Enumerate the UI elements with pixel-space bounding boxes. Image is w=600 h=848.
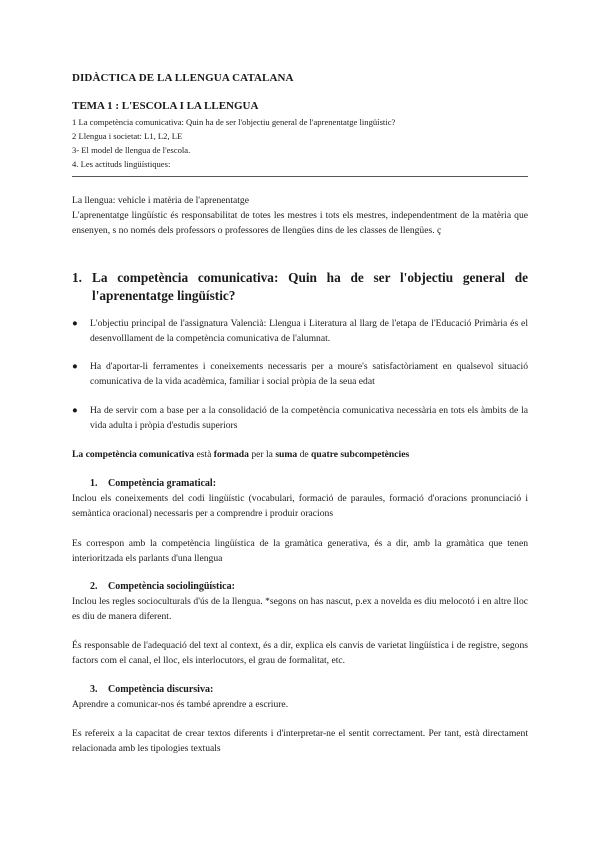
bullet-icon: ● <box>72 318 78 329</box>
term-four-subcompetences: quatre subcompetències <box>311 449 410 460</box>
tema-heading: TEMA 1 : L'ESCOLA I LA LLENGUA <box>72 100 259 112</box>
subsection-title: Competència sociolingüística: <box>108 581 235 592</box>
toc-item: 1 La competència comunicativa: Quin ha de ser l'objectiu general de l'aprenentatge lingüístic? <box>72 117 396 127</box>
text-fragment: de <box>297 449 312 460</box>
bullet-item <box>72 403 528 433</box>
text-fragment: està <box>194 449 214 460</box>
term-sum: suma <box>275 449 298 460</box>
subsection-heading-discursive <box>90 684 214 695</box>
subsection-heading-grammatical <box>90 478 217 489</box>
bullet-text: Ha d'aportar-li ferramentes i coneixements necessaris per a moure's satisfactòriament en qualsevol situació comunicativa de la vida acadèmica, familiar i social pròpia de la seua edat <box>90 361 528 387</box>
bullet-item <box>72 359 528 389</box>
subsection-title: Competència discursiva: <box>108 684 214 695</box>
term-formed: formada <box>213 449 249 460</box>
intro-paragraph: L'aprenentatge lingüístic és responsabilitat de totes les mestres i tots els mestres, independentment de la matèria que ensenyen, s no només dels professors o professores de llengües dins de les classes de llengües. ç <box>72 210 528 236</box>
section-title: La competència comunicativa: Quin ha de ser l'objectiu general de l'aprenentatge lingüístic? <box>92 270 528 303</box>
grammatical-paragraph-1: Inclou els coneixements del codi lingüístic (vocabulari, formació de paraules, formació d'oracions pronunciació i semàntica oracional) necessaris per a comprendre i produir oracions <box>72 493 528 519</box>
grammatical-paragraph-2: Es correspon amb la competència lingüística de la gramàtica generativa, és a dir, amb la gramàtica que tenen interioritzada els parlants d'una llengua <box>72 538 528 564</box>
intro-heading: La llengua: vehicle i matèria de l'aprenentatge <box>72 195 249 206</box>
bullet-text: Ha de servir com a base per a la consolidació de la competència comunicativa necessària en tots els àmbits de la vida adulta i pròpia d'estudis superiors <box>90 405 528 431</box>
toc-item: 2 Llengua i societat: L1, L2, LE <box>72 131 183 141</box>
subsection-number: 3. <box>90 684 98 695</box>
toc-item: 3- El model de llengua de l'escola. <box>72 145 191 155</box>
toc-item: 4. Les actituds lingüístiques: <box>72 159 171 169</box>
subsection-number: 2. <box>90 581 98 592</box>
bullet-icon: ● <box>72 361 78 372</box>
section-1-heading <box>72 269 528 305</box>
bullet-item <box>72 316 528 346</box>
horizontal-divider <box>72 176 528 177</box>
text-fragment: per la <box>248 449 276 460</box>
discursive-paragraph-2: Es refereix a la capacitat de crear textos diferents i d'interpretar-ne el sentit correctament. Per tant, està directament relacionada amb les tipologies textuals <box>72 728 528 754</box>
bullet-text: L'objectiu principal de l'assignatura Valencià: Llengua i Literatura al llarg de l'etapa de l'Educació Primària és el desenvolllament de la competència comunicativa de l'alumnat. <box>90 318 528 344</box>
sociolinguistic-paragraph-1: Inclou les regles socioculturals d'ús de la llengua. *segons on has nascut, p.ex a novelda es diu melocotó i en altre lloc es diu de manera diferent. <box>72 596 528 622</box>
subsection-number: 1. <box>90 478 98 489</box>
document-title: DIDÀCTICA DE LA LLENGUA CATALANA <box>72 72 294 84</box>
sociolinguistic-paragraph-2: És responsable de l'adequació del text al context, és a dir, explica els canvis de varietat lingüística i de registre, segons factors com el canal, el lloc, els interlocutors, el grau de formalitat, etc. <box>72 640 528 666</box>
discursive-paragraph-1: Aprendre a comunicar-nos és també aprendre a escriure. <box>72 699 289 710</box>
bullet-icon: ● <box>72 405 78 416</box>
subcompetences-intro <box>72 448 528 463</box>
subsection-heading-sociolinguistic <box>90 581 235 592</box>
subsection-title: Competència gramatical: <box>108 478 217 489</box>
section-number: 1. <box>72 270 82 285</box>
term-communicative-competence: La competència comunicativa <box>72 449 195 460</box>
table-of-contents <box>72 115 395 171</box>
